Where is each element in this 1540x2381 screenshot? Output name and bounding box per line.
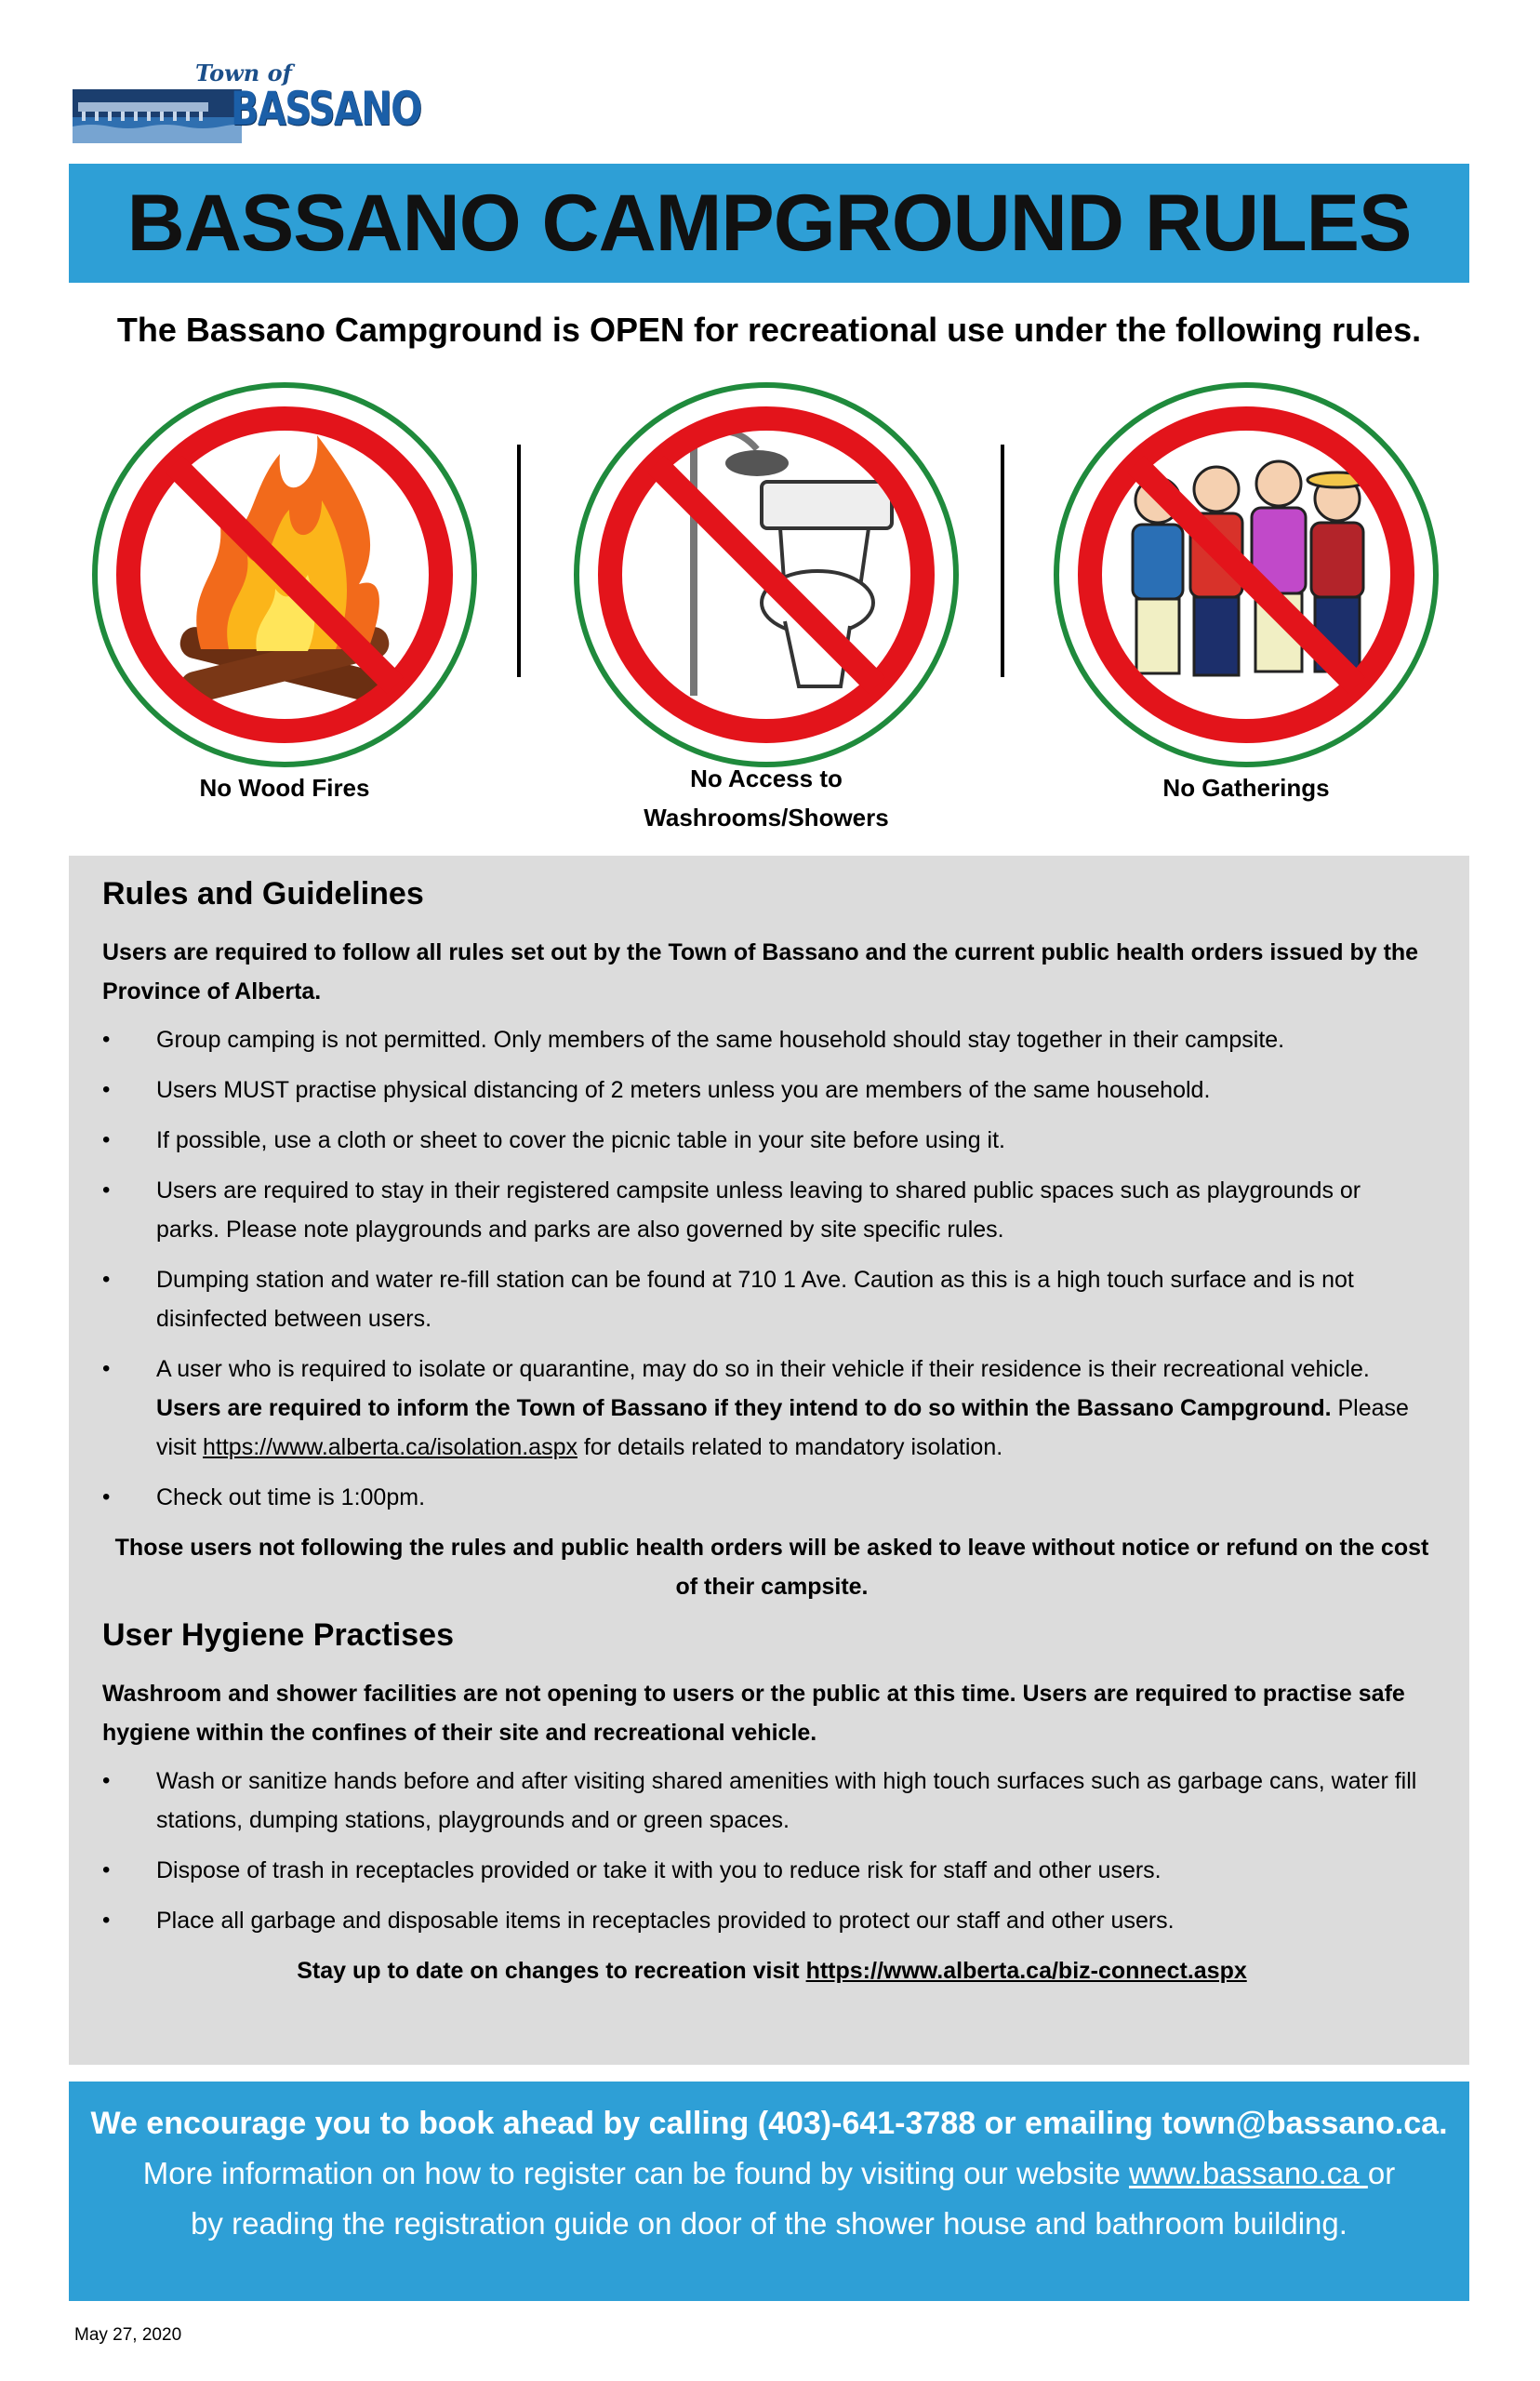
list-item: • Check out time is 1:00pm. xyxy=(102,1478,1441,1517)
hygiene-intro: Washroom and shower facilities are not opening to users or the public at this time. Users are required to practise safe hygiene within the confines of their site and recreational vehicle. xyxy=(102,1681,1405,1746)
no-fire-icon xyxy=(89,379,480,770)
isolation-text: A user who is required to isolate or quarantine, may do so in their vehicle if their residence is their recreational vehicle. xyxy=(156,1356,1370,1382)
title-bar xyxy=(69,164,1469,283)
sign-caption: No Gatherings xyxy=(1162,774,1330,802)
rules-intro: Users are required to follow all rules set out by the Town of Bassano and the current public health orders issued by the Province of Alberta. xyxy=(102,939,1419,1004)
isolation-link[interactable]: https://www.alberta.ca/isolation.aspx xyxy=(203,1434,578,1460)
isolation-text: for details related to mandatory isolation. xyxy=(577,1434,1003,1460)
rules-warning: Those users not following the rules and public health orders will be asked to leave without notice or refund on the cost of their campsite. xyxy=(114,1535,1429,1600)
list-item: • Place all garbage and disposable items in receptacles provided to protect our staff and other users. xyxy=(102,1901,1441,1940)
list-item: • Wash or sanitize hands before and after visiting shared amenities with high touch surfaces such as garbage cans, water fill stations, dumping stations, playgrounds and or green spaces. xyxy=(102,1762,1441,1840)
no-washroom-icon xyxy=(571,379,962,770)
hygiene-heading: User Hygiene Practises xyxy=(102,1617,454,1653)
list-item: • Dumping station and water re-fill station can be found at 710 1 Ave. Caution as this is a high touch surface and is not disinfected between users. xyxy=(102,1260,1441,1338)
no-gathering-icon xyxy=(1051,379,1441,770)
biz-connect-link[interactable]: https://www.alberta.ca/biz-connect.aspx xyxy=(805,1958,1247,1984)
town-logo xyxy=(73,60,421,143)
list-item: • Users MUST practise physical distancing of 2 meters unless you are members of the same household. xyxy=(102,1071,1441,1110)
sign-caption-line: Washrooms/Showers xyxy=(644,804,889,831)
document-date: May 27, 2020 xyxy=(74,2325,182,2345)
footer-line2 xyxy=(69,2148,1469,2199)
rules-panel xyxy=(69,856,1469,2065)
logo-script-text: Town of xyxy=(195,60,292,86)
footer-text: More information on how to register can be found by visiting our website xyxy=(142,2156,1130,2190)
page-subtitle: The Bassano Campground is OPEN for recreational use under the following rules. xyxy=(116,311,1422,349)
isolation-bold-text: Users are required to inform the Town of Bassano if they intend to do so within the Bassano Campground. xyxy=(156,1395,1332,1421)
divider-line xyxy=(1001,445,1004,677)
rules-list xyxy=(102,1020,1441,1517)
list-item xyxy=(102,1350,1441,1467)
logo-word-text: BASSANO xyxy=(231,82,421,136)
sign-caption-line: No Access to xyxy=(690,765,843,792)
list-item: • Group camping is not permitted. Only members of the same household should stay together in their campsite. xyxy=(102,1020,1441,1059)
rules-heading: Rules and Guidelines xyxy=(102,876,424,911)
divider-line xyxy=(517,445,521,677)
booking-footer xyxy=(69,2082,1469,2301)
list-item: • Users are required to stay in their registered campsite unless leaving to shared public spaces such as playgrounds or parks. Please note playgrounds and parks are also governed by site specific rules. xyxy=(102,1171,1441,1249)
isolation-text: Please visit xyxy=(156,1395,1409,1460)
page-title: BASSANO CAMPGROUND RULES xyxy=(126,178,1412,268)
sign-caption xyxy=(571,759,962,837)
footer-line3: by reading the registration guide on door of the shower house and bathroom building. xyxy=(191,2206,1348,2241)
update-note xyxy=(102,1951,1441,1990)
list-item: • Dispose of trash in receptacles provided or take it with you to reduce risk for staff and other users. xyxy=(102,1851,1441,1890)
update-text: Stay up to date on changes to recreation visit xyxy=(297,1958,806,1984)
footer-text: or xyxy=(1367,2156,1396,2190)
list-item: • If possible, use a cloth or sheet to cover the picnic table in your site before using it. xyxy=(102,1121,1441,1160)
sign-caption: No Wood Fires xyxy=(199,774,370,802)
website-link[interactable]: www.bassano.ca xyxy=(1129,2156,1368,2190)
hygiene-list xyxy=(102,1762,1441,1940)
footer-line1: We encourage you to book ahead by calling (403)-641-3788 or emailing town@bassano.ca. xyxy=(90,2106,1448,2141)
dam-logo-image xyxy=(73,89,242,143)
